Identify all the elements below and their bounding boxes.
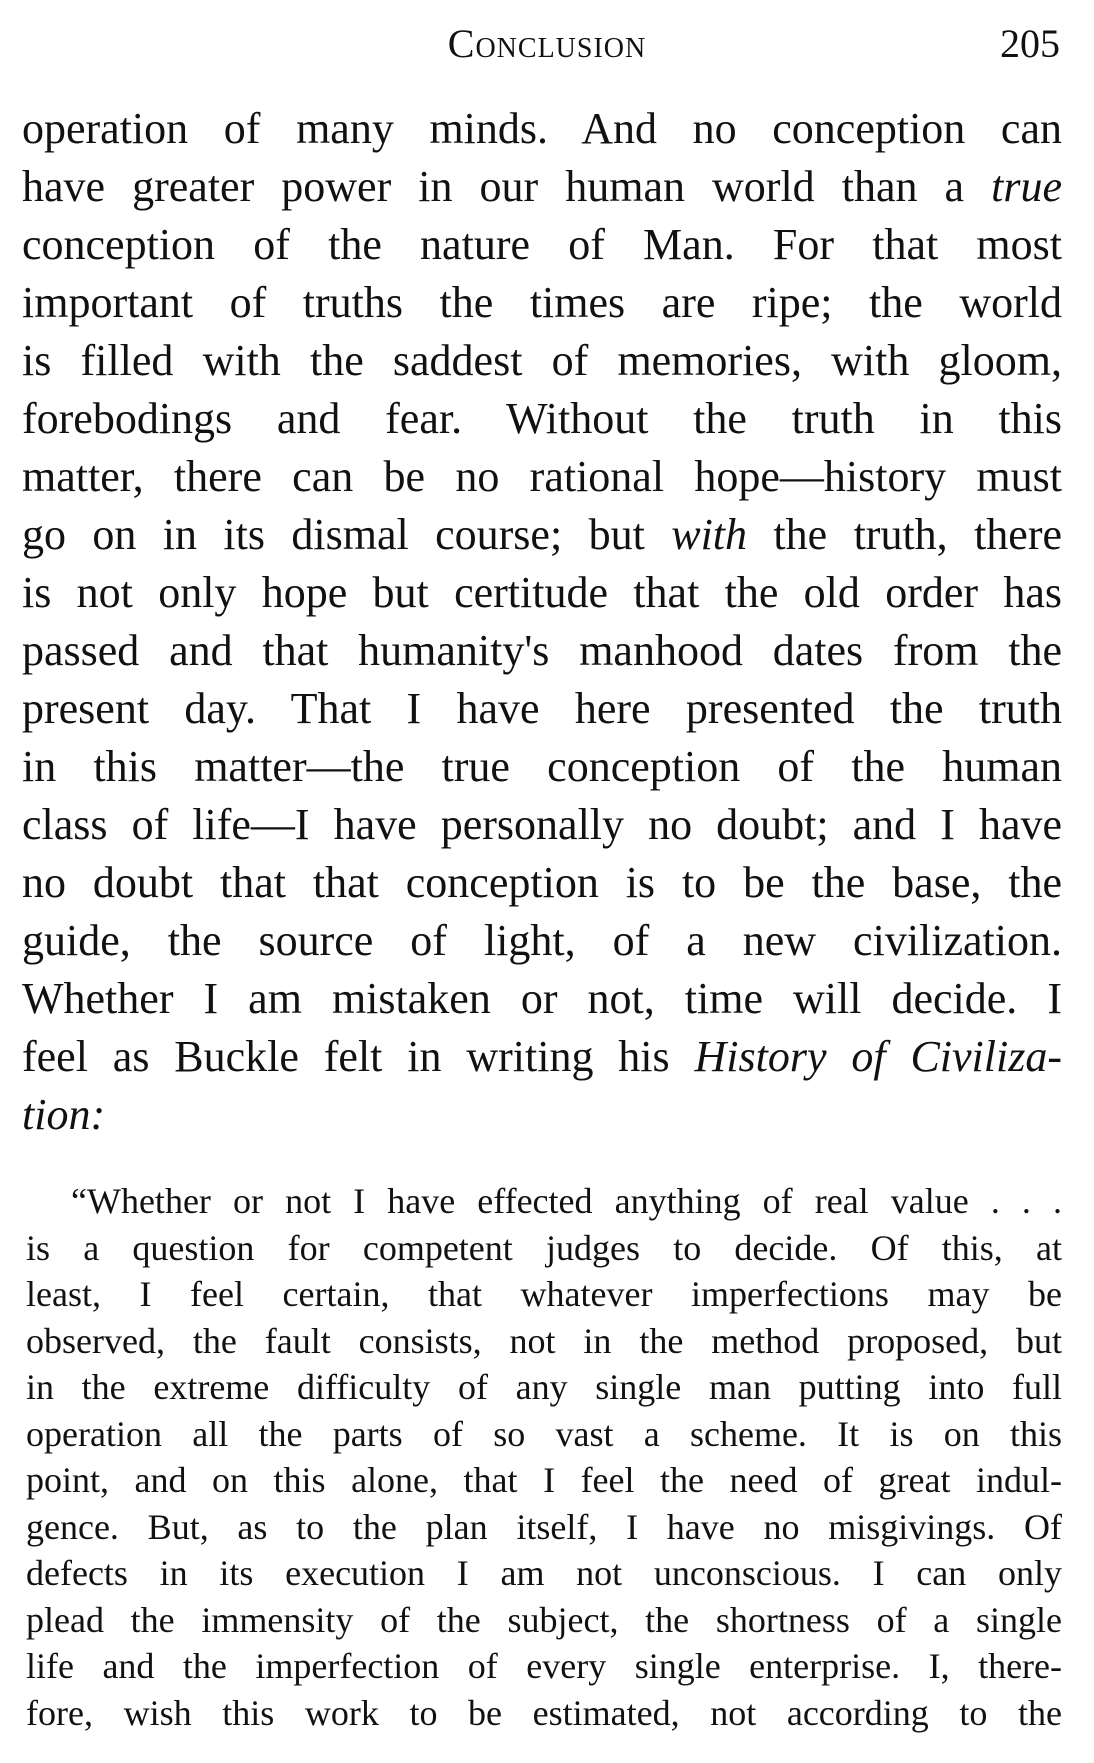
running-head [0,14,1094,74]
text-segment: go on in its dismal course; but [22,510,672,559]
quote-line: is a question for competent judges to decide. Of this, at [26,1227,1062,1268]
italic-book-title: History of Civiliza- [694,1032,1062,1081]
quote-line: plead the immensity of the subject, the shortness of a single [26,1599,1062,1640]
text-line: conception of the nature of Man. For that most [22,220,1062,269]
quote-line: observed, the fault consists, not in the method proposed, but [26,1320,1062,1361]
text-line: in this matter—the true conception of the human [22,742,1062,791]
text-line: is filled with the saddest of memories, with gloom, [22,336,1062,385]
text-line: no doubt that that conception is to be the base, the [22,858,1062,907]
text-line: matter, there can be no rational hope—history must [22,452,1062,501]
quote-line: in the extreme difficulty of any single man putting into full [26,1367,1062,1407]
text-segment: have greater power in our human world than a [22,162,992,211]
quote-line: point, and on this alone, that I feel the need of great indul- [26,1460,1062,1500]
text-line: important of truths the times are ripe; the world [22,278,1062,327]
italic-word: true [991,162,1062,211]
italic-book-title: tion: [22,1090,106,1139]
quote-line: gence. But, as to the plan itself, I have no misgivings. Of [26,1506,1062,1547]
text-line: forebodings and fear. Without the truth in this [22,394,1062,443]
text-line [22,158,1062,216]
text-segment: the truth, there [747,510,1062,559]
italic-word: with [671,510,748,559]
body-paragraph [22,100,1062,1144]
text-line: operation of many minds. And no conception can [22,104,1062,153]
text-line: is not only hope but certitude that the old order has [22,568,1062,617]
text-line [22,1086,1062,1144]
block-quote [26,1178,1062,1736]
text-line: Whether I am mistaken or not, time will decide. I [22,974,1062,1023]
page-number: 205 [1000,21,1060,66]
quote-line: “Whether or not I have effected anything of real value . . . [71,1181,1062,1221]
quote-line: life and the imperfection of every single enterprise. I, there- [26,1646,1062,1686]
text-line [22,506,1062,564]
text-line: class of life—I have personally no doubt; and I have [22,800,1062,849]
quote-line: least, I feel certain, that whatever imperfections may be [26,1274,1062,1314]
quote-line: defects in its execution I am not unconscious. I can only [26,1553,1062,1593]
text-segment: feel as Buckle felt in writing his [22,1032,695,1081]
text-line [22,1028,1062,1086]
text-line: present day. That I have here presented the truth [22,684,1062,733]
text-line: guide, the source of light, of a new civilization. [22,916,1062,965]
text-line: passed and that humanity's manhood dates from the [22,626,1062,675]
quote-line: fore, wish this work to be estimated, not according to the [26,1692,1062,1733]
quote-line: operation all the parts of so vast a scheme. It is on this [26,1413,1062,1454]
running-title: Conclusion [447,21,647,66]
